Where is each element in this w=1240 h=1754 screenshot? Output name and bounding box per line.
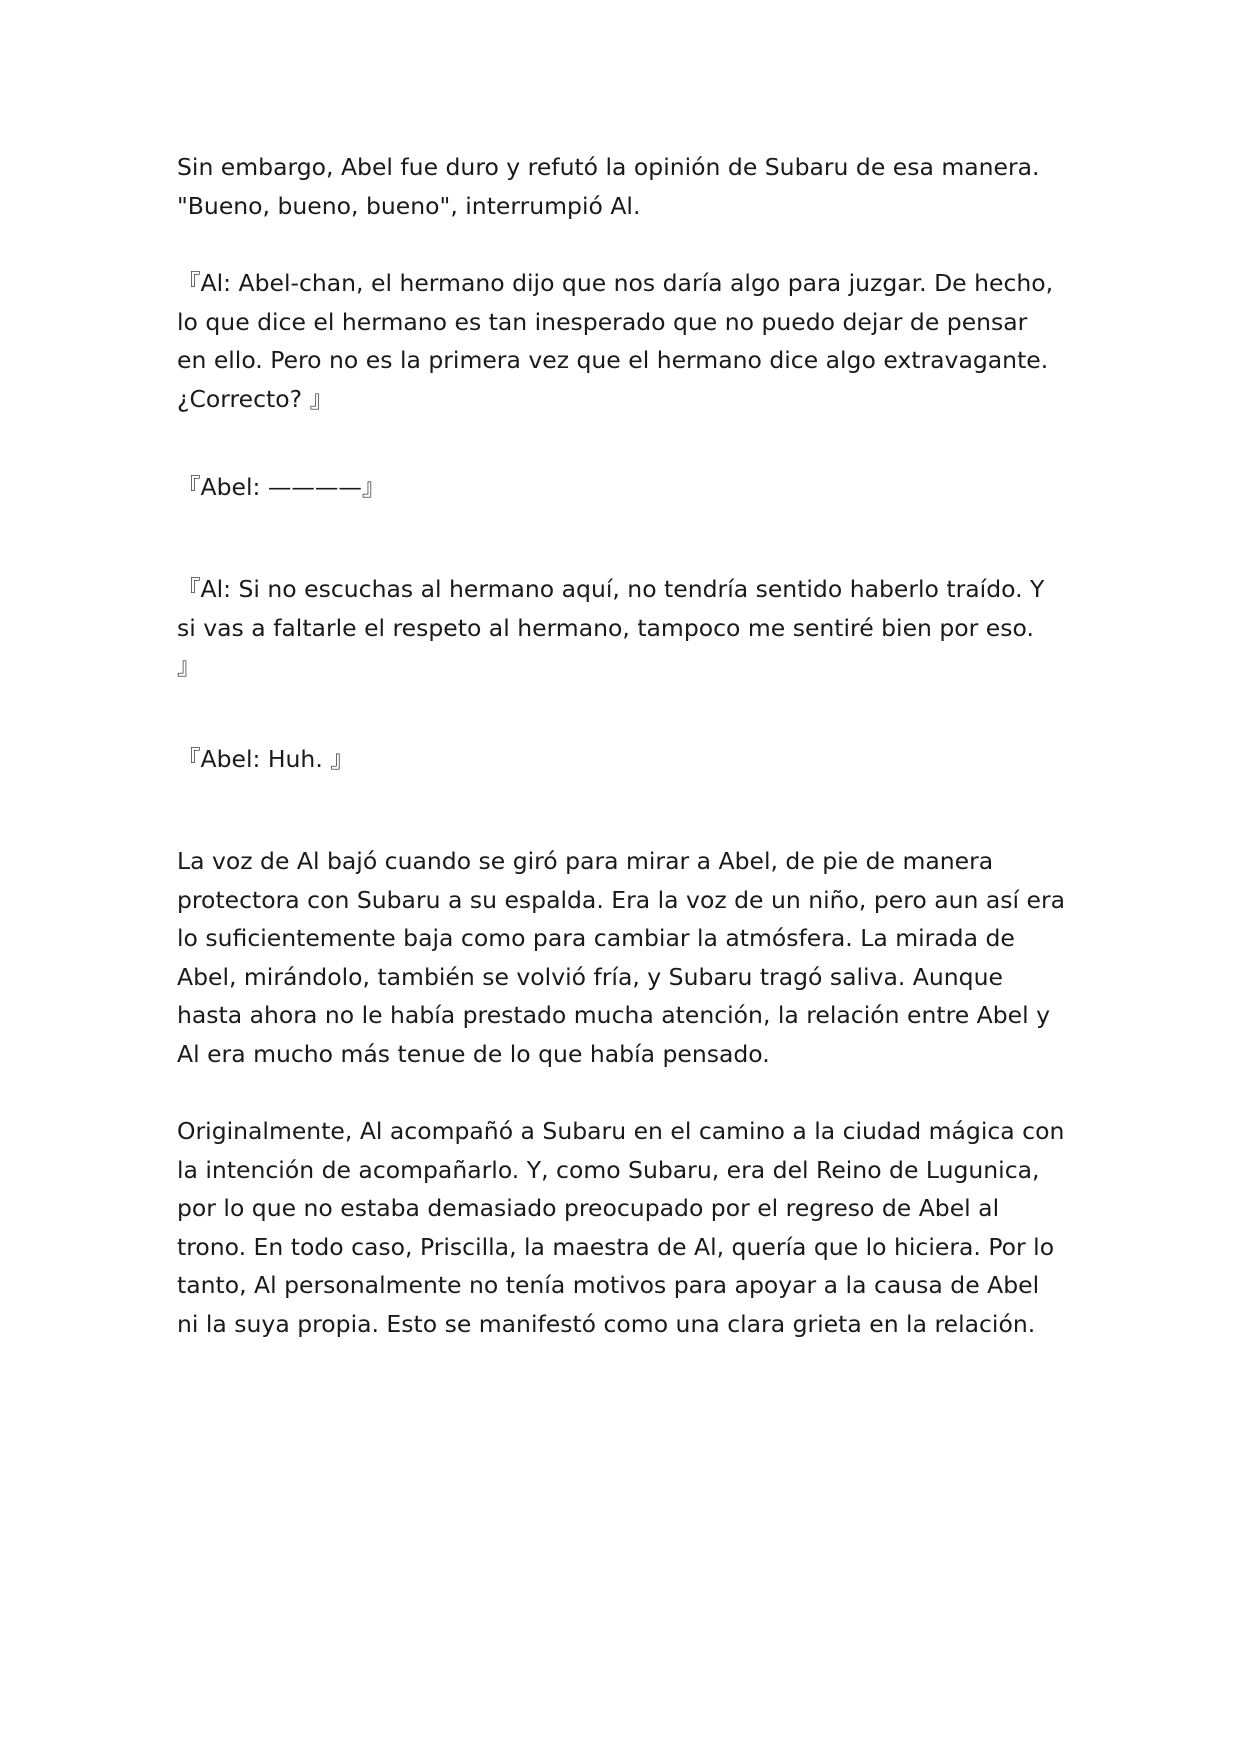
text-line: "Bueno, bueno, bueno", interrumpió Al. [177, 191, 641, 220]
text-line: hasta ahora no le había prestado mucha atención, la relación entre Abel y [177, 1001, 1050, 1029]
paragraph-narration-2 [177, 842, 1077, 1073]
text-line: Al era mucho más tenue de lo que había pensado. [177, 1039, 770, 1068]
text-line: Sin embargo, Abel fue duro y refutó la opinión de Subaru de esa manera. [177, 153, 1040, 181]
text-line: protectora con Subaru a su espalda. Era la voz de un niño, pero aun así era [177, 885, 1066, 914]
text-line: lo que dice el hermano es tan inesperado que no puedo dejar de pensar [177, 307, 1028, 336]
text-line: en ello. Pero no es la primera vez que el hermano dice algo extravagante. [177, 346, 1049, 374]
paragraph-narration-1 [177, 148, 1077, 225]
paragraph-dialogue-abel-2 [177, 740, 1077, 779]
text-line: 『Al: Abel-chan, el hermano dijo que nos daría algo para juzgar. De hecho, [177, 269, 1054, 297]
text-line: por lo que no estaba demasiado preocupado por el regreso de Abel al [177, 1194, 1000, 1222]
text-line: ni la suya propia. Esto se manifestó como una clara grieta en la relación. [177, 1309, 1036, 1338]
text-line: ¿Correcto? 』 [177, 384, 334, 413]
text-line: si vas a faltarle el respeto al hermano, tampoco me sentiré bien por eso. [177, 613, 1034, 642]
text-line: trono. En todo caso, Priscilla, la maestra de Al, quería que lo hiciera. Por lo [177, 1232, 1055, 1261]
text-line: tanto, Al personalmente no tenía motivos para apoyar a la causa de Abel [177, 1271, 1040, 1299]
text-line: 『Abel: Huh. 』 [177, 745, 354, 773]
text-line: Originalmente, Al acompañó a Subaru en el camino a la ciudad mágica con [177, 1117, 1065, 1145]
text-line: 『Al: Si no escuchas al hermano aquí, no tendría sentido haberlo traído. Y [177, 575, 1045, 603]
text-line: lo suficientemente baja como para cambiar la atmósfera. La mirada de [177, 924, 1015, 952]
paragraph-dialogue-al-1 [177, 264, 1077, 418]
text-line: 』 [177, 652, 201, 680]
paragraph-dialogue-abel-1 [177, 468, 1077, 507]
text-line: 『Abel: ————』 [177, 473, 386, 501]
text-line: la intención de acompañarlo. Y, como Subaru, era del Reino de Lugunica, [177, 1155, 1040, 1184]
paragraph-dialogue-al-2 [177, 570, 1077, 686]
paragraph-narration-3 [177, 1112, 1077, 1343]
text-line: La voz de Al bajó cuando se giró para mirar a Abel, de pie de manera [177, 847, 994, 875]
text-line: Abel, mirándolo, también se volvió fría, y Subaru tragó saliva. Aunque [177, 962, 1003, 991]
